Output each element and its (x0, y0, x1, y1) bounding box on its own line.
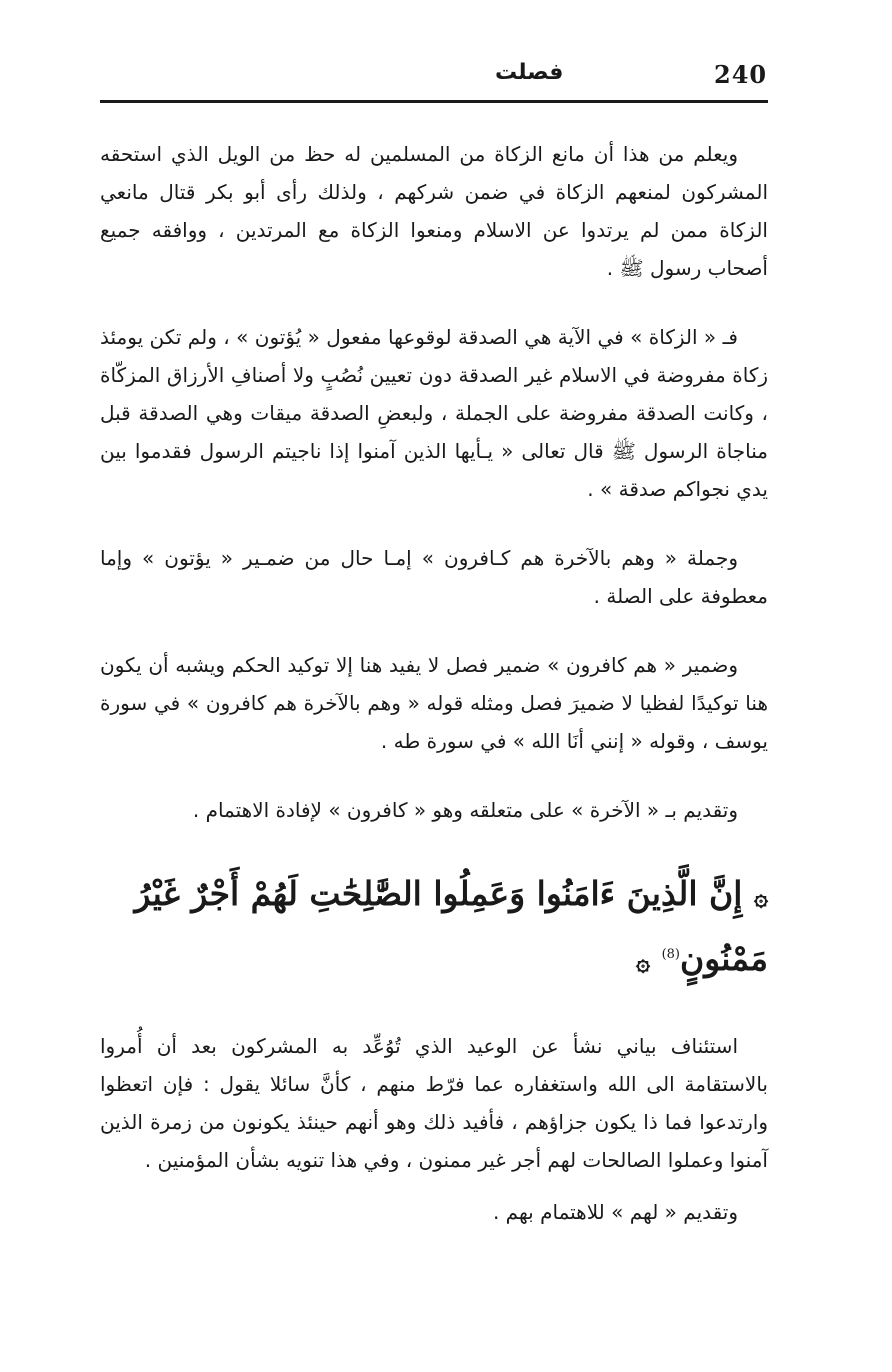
paragraph-fronting-akhira: وتقديم بـ « الآخرة » على متعلقه وهو « كافرون » لإفادة الاهتمام . (192, 798, 738, 822)
paragraph-hal-clause: وجملة « وهم بالآخرة هم كـافرون » إمـا حال من ضمـير « يؤتون » وإما معطوفة على الصلة . (100, 546, 768, 608)
paragraph-zakat-meaning: فـ « الزكاة » في الآية هي الصدقة لوقوعها مفعول « يُؤتون » ، ولم تكن يومئذ زكاة مفروضة في الاسلام غير الصدقة دون تعيين نُصُبٍ ولا أصنافِ الأرزاق المزكّاة ، وكانت الصدقة مفروضة على الجملة ، ولبعضِ الصدقة ميقات وهي الصدقة قبل مناجاة الرسول ﷺ قال تعالى « يـأيها الذين آمنوا إذا ناجيتم الرسول فقدموا بين يدي نجواكم صدقة » . (100, 325, 768, 501)
verse-number: (8) (661, 947, 680, 962)
surah-title: فصلت (495, 60, 564, 85)
paragraph-fronting-lahum: وتقديم « لهم » للاهتمام بهم . (492, 1200, 738, 1224)
page-body (100, 135, 768, 1262)
verse-close-ornament-icon: ۞ (636, 947, 651, 976)
verse-text: إِنَّ الَّذِينَ ءَامَنُوا وَعَمِلُوا الصَّٰلِحَٰتِ لَهُمْ أَجْرٌ غَيْرُ مَمْنُونٍ (134, 874, 768, 978)
page-header (100, 58, 768, 100)
paragraph-pronoun-emphasis: وضمير « هم كافرون » ضمير فصل لا يفيد هنا إلا توكيد الحكم ويشبه أن يكون هنا توكيدًا لفظيا لا ضميرَ فصل ومثله قوله « وهم بالآخرة هم كافرون » في سورة يوسف ، وقوله « إنني أنَا الله » في سورة طه . (100, 653, 768, 753)
paragraph-zakat-refusal: ويعلم من هذا أن مانع الزكاة من المسلمين له حظ من الويل الذي استحقه المشركون لمنعهم الزكاة في ضمن شركهم ، ولذلك رأى أبو بكر قتال مانعي الزكاة ممن لم يرتدوا عن الاسلام ومنعوا الزكاة مع المرتدين ، ووافقه جميع أصحاب رسول ﷺ . (100, 142, 768, 280)
verse-open-ornament-icon: ۞ (753, 882, 768, 911)
page-number: 240 (714, 60, 768, 89)
header-divider (100, 100, 768, 103)
quran-verse (100, 865, 768, 991)
paragraph-istinaf-bayani: استئناف بياني نشأ عن الوعيد الذي تُوُعِّد به المشركون بعد أن أُمروا بالاستقامة الى الله واستغفاره عما فرّط منهم ، كأنَّ سائلا يقول : فإن اتعظوا وارتدعوا فما ذا يكون جزاؤهم ، فأفيد ذلك وهو أنهم حينئذ يكونون من زمرة الذين آمنوا وعملوا الصالحات لهم أجر غير ممنون ، وفي هذا تنويه بشأن المؤمنين . (100, 1034, 768, 1172)
